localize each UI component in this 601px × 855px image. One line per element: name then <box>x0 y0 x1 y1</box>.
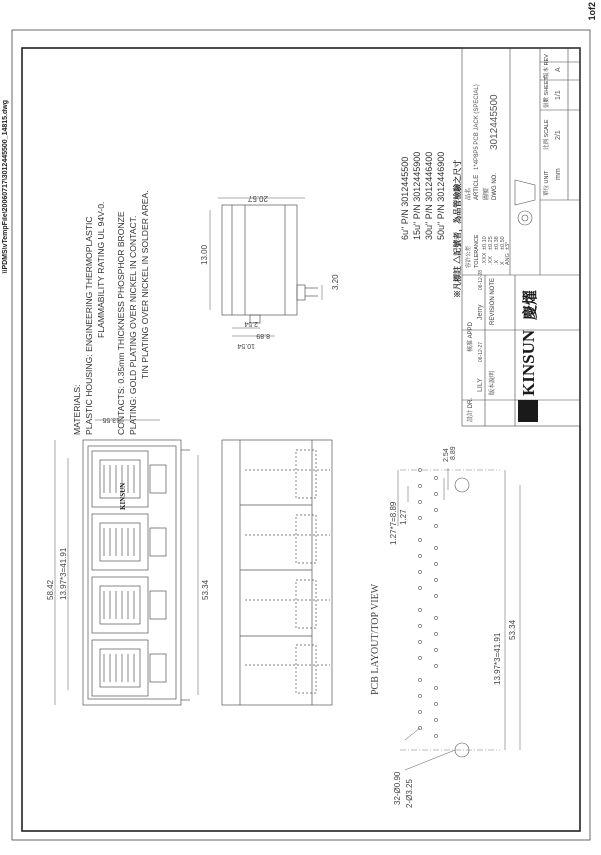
tol-xx-val: ±0.25 <box>488 236 494 250</box>
drawing-number: 3012445500 <box>489 94 500 150</box>
design-date: 06-12-27 <box>478 341 484 362</box>
drawing-no-label: DWG NO. <box>492 173 498 200</box>
name-label: 品名 <box>466 187 472 200</box>
dim-side-c: 10.54 <box>237 342 255 349</box>
company-logo <box>518 290 539 422</box>
side-view-body <box>222 205 297 315</box>
check-date: 06-12-28 <box>478 269 484 290</box>
dim-side-height: 13.00 <box>200 244 209 265</box>
materials-plating2: TIN PLATING OVER NICKEL IN SOLDER AREA. <box>140 190 150 379</box>
mount-hole-1 <box>455 478 469 492</box>
article-label: ARTICLE <box>474 174 480 200</box>
pcb-layout-title: PCB LAYOUT/TOP VIEW <box>370 583 381 695</box>
company-name: KINSUN <box>519 329 538 396</box>
rev-label: 版本 REV <box>544 54 550 78</box>
materials-plating1: PLATING: GOLD PLATING OVER NICKEL IN CONTACT. <box>128 215 138 435</box>
top-view <box>222 440 332 705</box>
scale-label: 比例 SCALE <box>544 119 550 150</box>
revision-label: 版本說明 <box>490 370 496 395</box>
scale-value: 2/1 <box>555 130 562 140</box>
tol-xx: .XX <box>488 256 494 265</box>
part-number-3: 30u" P/N 3012446400 <box>424 151 434 240</box>
unit-label: 單位 UNIT <box>544 170 550 196</box>
company-name-cn: 慶燿 <box>522 289 539 320</box>
side-view <box>210 198 322 336</box>
sheet-label: 張數 SHEET <box>544 77 550 108</box>
pcb-small-holes: 32-Ø0.90 <box>393 771 402 805</box>
dim-port-pitch: 13.97*3=41.91 <box>59 547 68 600</box>
dim-pcb-889: 8.89 <box>450 446 457 460</box>
outer-frame <box>12 30 590 840</box>
dim-pcb-127: 1.27 <box>399 509 408 525</box>
dim-pcb-5334: 53.34 <box>508 619 517 640</box>
materials-heading: MATERIALS: <box>72 384 82 435</box>
dim-pin-length: 3.20 <box>331 274 340 290</box>
tol-xxx-val: ±0.10 <box>482 236 488 250</box>
article-value: 1*4P8P5 PCB JACK (SPECIAL) <box>474 84 480 170</box>
design-label: 設計 DR. <box>468 397 474 422</box>
unit-value: mm <box>555 168 562 180</box>
front-view <box>55 420 198 705</box>
port-2 <box>92 514 166 570</box>
port-4 <box>92 640 166 696</box>
materials-block <box>72 190 150 435</box>
dim-side-length: 20.57 <box>247 194 268 203</box>
inner-frame <box>22 48 580 831</box>
inspection-note: ※凡標註 △記號者，為品管檢驗之尺寸 <box>453 159 462 298</box>
sheet-value: 1/1 <box>555 90 562 100</box>
dim-pcb-254: 2.54 <box>443 448 450 462</box>
tol-x-val: ±0.38 <box>494 236 500 250</box>
dim-overall-width: 58.42 <box>46 579 55 600</box>
tol-ang-val: ±3° <box>505 241 511 250</box>
pcb-layout <box>398 468 520 770</box>
page-number: 1of2 <box>587 2 597 21</box>
tolerance-label: 容許公差 <box>466 245 472 268</box>
tol-xxx: .XXX <box>482 252 488 265</box>
check-name: Jerry <box>477 304 484 320</box>
design-name: LILY <box>477 378 484 392</box>
materials-housing2: FLAMMABILITY RATING UL 94V-0. <box>96 201 106 338</box>
port-3 <box>92 577 166 633</box>
dim-pcb-4191: 13.97*3=41.91 <box>493 632 502 685</box>
tol-ang: ANG <box>505 253 511 265</box>
logo-mark <box>518 400 538 422</box>
dim-pcb-pitch: 1.27*7=8.89 <box>389 501 398 545</box>
tol-x: .X <box>494 259 500 265</box>
tol-int-val: ±0.50 <box>500 236 506 250</box>
port-1 <box>92 451 166 507</box>
pcb-large-holes: 2-Ø3.25 <box>405 779 414 808</box>
projection-symbol-icon <box>515 180 535 225</box>
front-view-brand: KINSUN <box>119 482 127 510</box>
pcb-pin-holes <box>418 468 437 737</box>
tol-int: X <box>500 261 506 265</box>
rev-value: A <box>555 67 562 72</box>
revision-note: REVISION NOTE <box>490 277 496 325</box>
dim-side-b: 8.89 <box>256 332 270 339</box>
part-number-2: 15u" P/N 3012445900 <box>412 151 422 240</box>
drawing-label: 圖號 <box>484 187 490 200</box>
part-number-1: 6u" P/N 3012445500 <box>400 156 410 240</box>
file-path: \\PDMS\vTempFile\20060717\3012445500_14815.dwg <box>2 100 9 274</box>
materials-housing: PLASTIC HOUSING: ENGINEERING THERMOPLASTIC <box>84 216 94 435</box>
dim-side-a: 2.54 <box>244 320 258 327</box>
part-number-4: 50u" P/N 3012446900 <box>436 151 446 240</box>
part-number-list <box>400 152 446 240</box>
dim-base-width: 53.34 <box>201 579 210 600</box>
check-label: 核准 APPD <box>468 321 474 352</box>
materials-contacts: CONTACTS: 0.35mm THICKNESS PHOSPHOR BRONZE <box>116 211 126 435</box>
tolerance-en: TOLERANCE <box>474 234 480 268</box>
dim-front-height: 13.55 <box>102 416 120 423</box>
